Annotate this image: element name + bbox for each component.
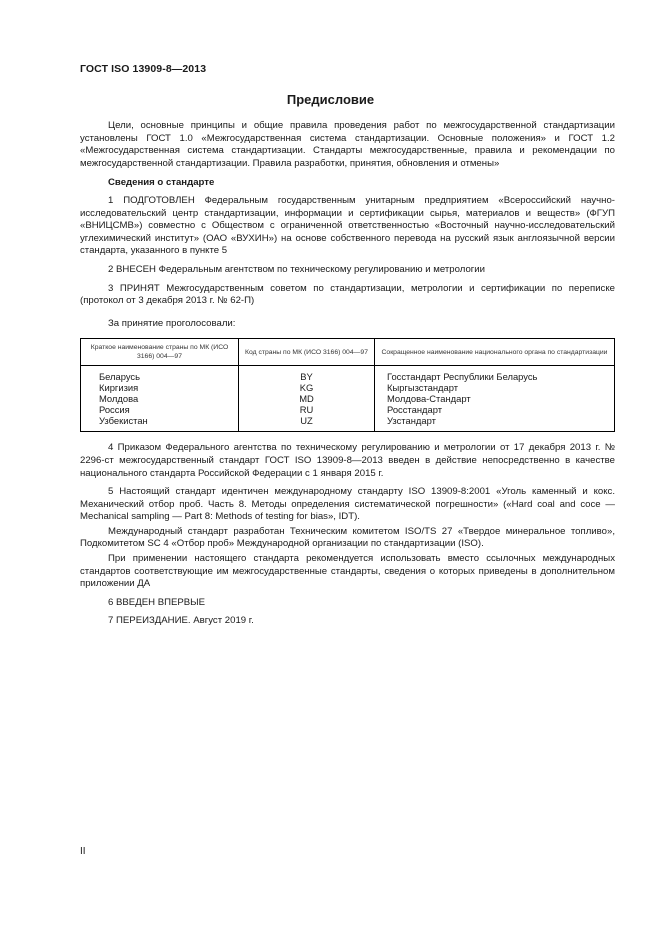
item-5-references: При применении настоящего стандарта рекомендуется использовать вместо ссылочных международных стандартов соответствующие им межгосударственные стандарты, сведения о которых приведены в дополнительном приложении ДА	[80, 553, 615, 590]
code-cell: UZ	[239, 415, 375, 432]
header-code: Код страны по МК (ИСО 3166) 004—97	[239, 339, 375, 366]
header-country: Краткое наименование страны по МК (ИСО 3166) 004—97	[81, 339, 239, 366]
voting-table	[80, 338, 615, 432]
item-5-committee: Международный стандарт разработан Техническим комитетом ISO/TS 27 «Твердое минеральное топливо», Подкомитетом SC 4 «Отбор проб» Международной организации по стандартизации (ISO).	[80, 525, 615, 550]
item-2: 2 ВНЕСЕН Федеральным агентством по техническому регулированию и метрологии	[108, 263, 486, 275]
country-cell: Молдова	[81, 393, 239, 404]
code-cell: BY	[239, 366, 375, 383]
body-cell: Молдова-Стандарт	[375, 393, 615, 404]
item-4: 4 Приказом Федерального агентства по техническому регулированию и метрологии от 17 декабря 2013 г. № 2296-ст межгосударственный стандарт ГОСТ ISO 13909-8—2013 введен в действие непосредственно в качестве национального стандарта Российской Федерации с 1 января 2015 г.	[80, 442, 615, 479]
item-3: 3 ПРИНЯТ Межгосударственным советом по стандартизации, метрологии и сертификации по переписке (протокол от 3 декабря 2013 г. № 62-П)	[80, 282, 615, 307]
item-5: 5 Настоящий стандарт идентичен международному стандарту ISO 13909-8:2001 «Уголь каменный и кокс. Механический отбор проб. Часть 8. Методы определения систематической погрешности» («Hard coal and coce — Mechanical sampling — Part 8: Methods of testing for bias», IDT).	[80, 486, 615, 523]
item-1: 1 ПОДГОТОВЛЕН Федеральным государственным унитарным предприятием «Всероссийский научно-исследовательский центр стандартизации, информации и сертификации сырья, материалов и веществ» (ФГУП «ВНИЦСМВ») совместно с Обществом с ограниченной ответственностью «Восточный научно-исследовательский углехимический институт» (ОАО «ВУХИН») на основе собственного перевода на русский язык англоязычной версии стандарта, указанного в пункте 5	[80, 194, 615, 257]
header-body: Сокращенное наименование национального органа по стандартизации	[375, 339, 615, 366]
table-row	[81, 415, 615, 432]
table-header-row	[81, 339, 615, 366]
page-number: II	[80, 846, 86, 857]
preface-intro: Цели, основные принципы и общие правила проведения работ по межгосударственной стандартизации установлены ГОСТ 1.0 «Межгосударственная система стандартизации. Основные положения» и ГОСТ 1.2 «Межгосударственная система стандартизации. Стандарты межгосударственные, правила и рекомендации по межгосударственной стандартизации. Правила разработки, принятия, обновления и отмены»	[80, 120, 615, 169]
table-row	[81, 393, 615, 404]
body-cell: Росстандарт	[375, 404, 615, 415]
body-cell: Кыргызстандарт	[375, 382, 615, 393]
body-cell: Госстандарт Республики Беларусь	[375, 366, 615, 383]
vote-label: За принятие проголосовали:	[108, 317, 236, 329]
country-cell: Беларусь	[81, 366, 239, 383]
body-cell: Узстандарт	[375, 415, 615, 432]
country-cell: Узбекистан	[81, 415, 239, 432]
code-cell: KG	[239, 382, 375, 393]
code-cell: RU	[239, 404, 375, 415]
document-code: ГОСТ ISO 13909-8—2013	[80, 63, 207, 75]
table-row	[81, 404, 615, 415]
country-cell: Россия	[81, 404, 239, 415]
preface-content	[80, 120, 615, 628]
preface-title: Предисловие	[286, 92, 375, 107]
table-row	[81, 366, 615, 383]
item-6: 6 ВВЕДЕН ВПЕРВЫЕ	[108, 596, 206, 608]
item-7: 7 ПЕРЕИЗДАНИЕ. Август 2019 г.	[108, 615, 254, 627]
table-row	[81, 382, 615, 393]
country-cell: Киргизия	[81, 382, 239, 393]
code-cell: MD	[239, 393, 375, 404]
section-heading: Сведения о стандарте	[108, 177, 215, 189]
